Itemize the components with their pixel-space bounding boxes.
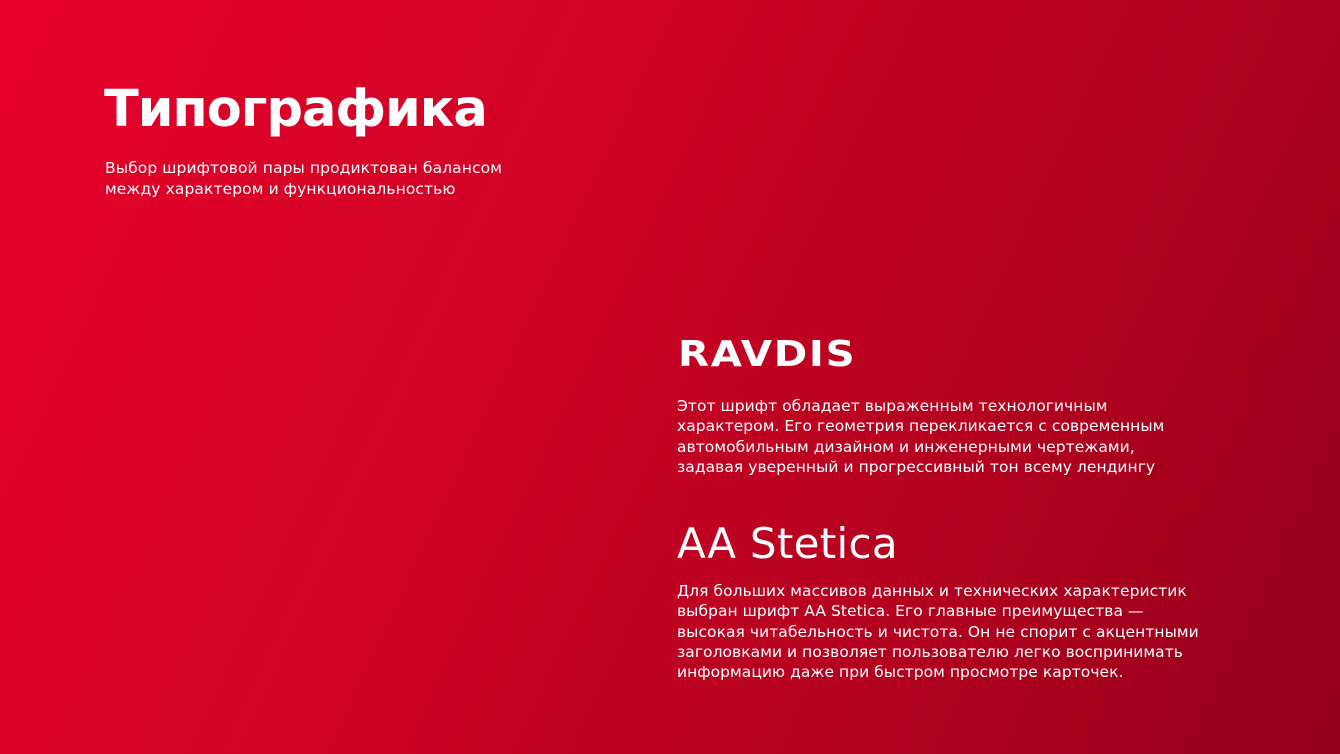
page-title: Типографика [104,80,487,139]
stetica-font-description: Для больших массивов данных и технических характеристик выбран шрифт AA Stetica. Его главные преимущества — высокая читабельность и чистота. Он не спорит с акцентными заголовками и позволяет пользователю легко воспринимать информацию даже при быстром просмотре карточек. [677,582,1199,682]
ravdis-font-description: Этот шрифт обладает выраженным технологичным характером. Его геометрия перекликается с современным автомобильным дизайном и инженерными чертежами, задавая уверенный и прогрессивный тон всему лендингу [677,397,1165,476]
page-subtitle: Выбор шрифтовой пары продиктован балансом между характером и функциональностью [105,159,503,198]
stetica-font-name: AA Stetica [677,519,898,568]
ravdis-font-logo: RAVDIS [678,334,857,375]
